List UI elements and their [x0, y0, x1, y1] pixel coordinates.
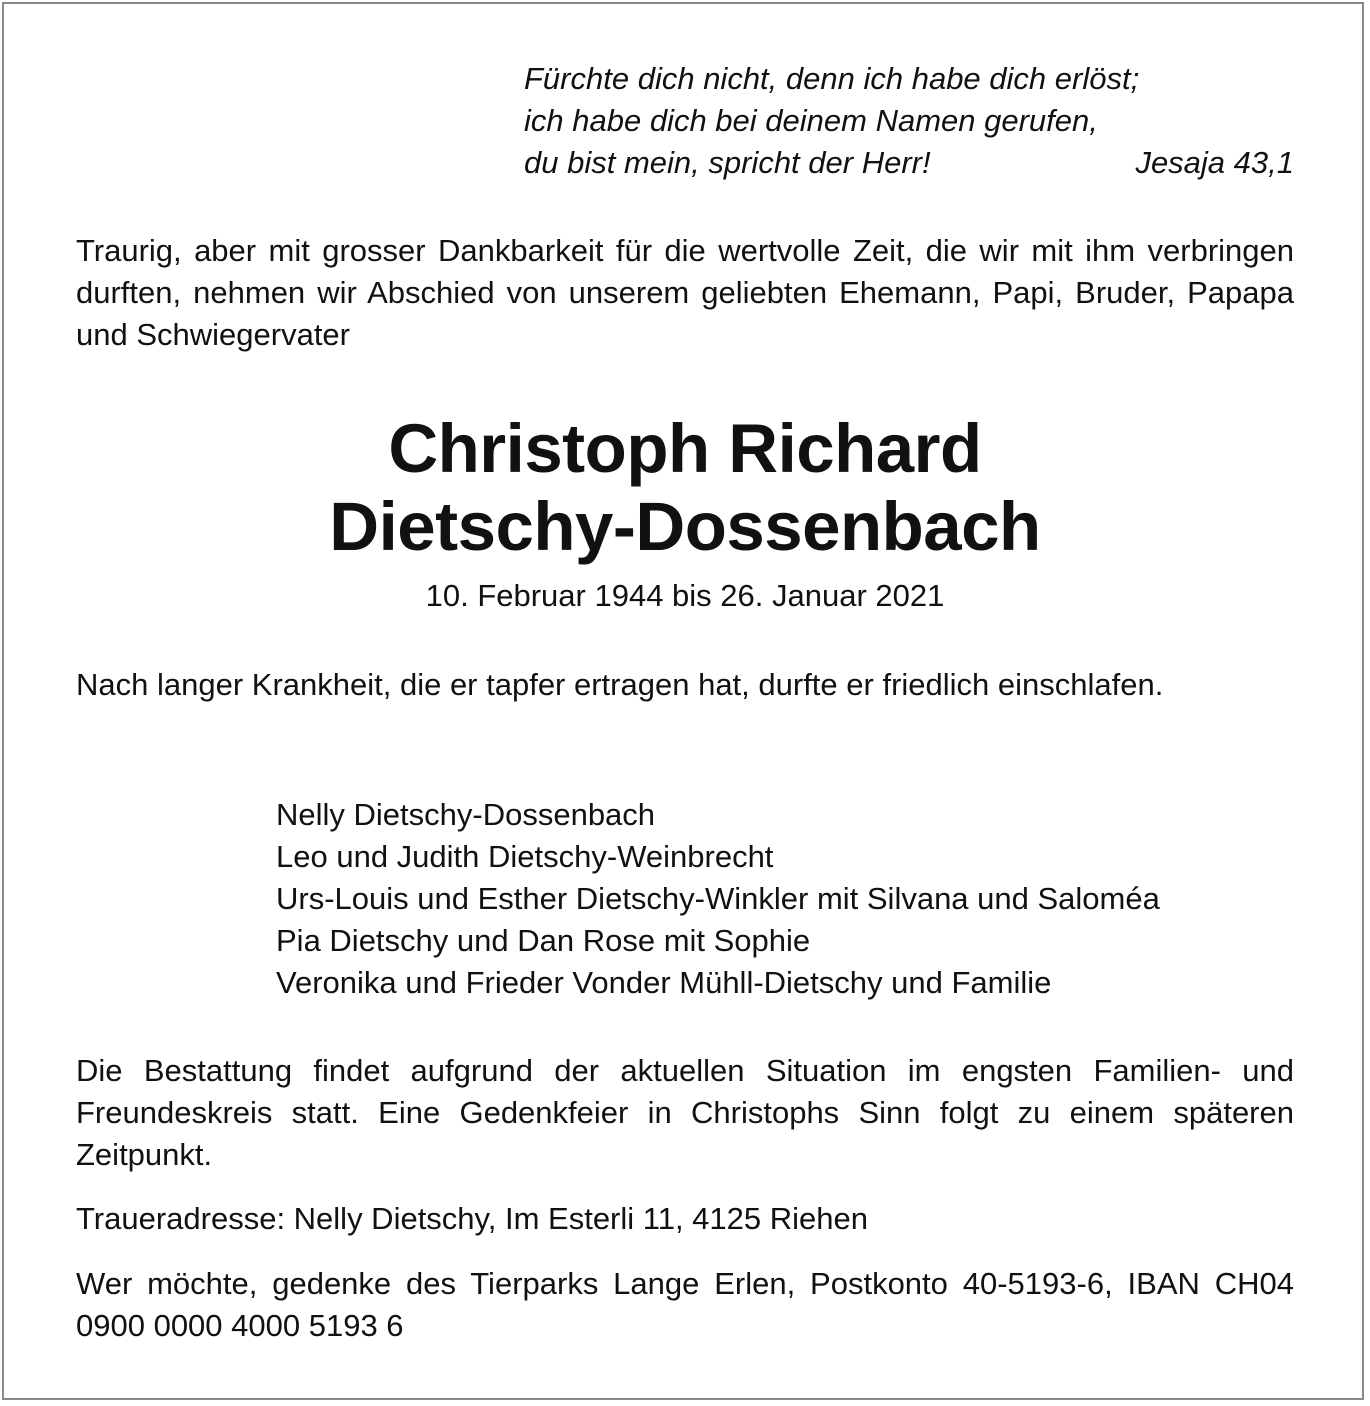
family-member: Veronika und Frieder Vonder Mühll-Dietschy und Familie [276, 965, 1052, 1000]
family-member: Nelly Dietschy-Dossenbach [276, 797, 656, 832]
verse-line-3 [524, 142, 1294, 184]
verse-line-3-text: du bist mein, spricht der Herr! [524, 145, 931, 180]
illness-paragraph: Nach langer Krankheit, die er tapfer ertragen hat, durfte er friedlich einschlafen. [76, 667, 1164, 702]
deceased-surname: Dietschy-Dossenbach [329, 488, 1041, 565]
family-member: Leo und Judith Dietschy-Weinbrecht [276, 839, 774, 874]
deceased-name [0, 410, 1370, 566]
bible-verse [524, 58, 1294, 184]
family-list [276, 794, 1160, 1004]
life-dates: 10. Februar 1944 bis 26. Januar 2021 [425, 578, 945, 613]
donation-paragraph: Wer möchte, gedenke des Tierparks Lange Erlen, Postkonto 40-5193-6, IBAN CH04 0900 0000 4000 5193 6 [76, 1266, 1294, 1343]
family-member: Pia Dietschy und Dan Rose mit Sophie [276, 923, 811, 958]
funeral-paragraph: Die Bestattung findet aufgrund der aktuellen Situation im engsten Familien- und Freundeskreis statt. Eine Gedenkfeier in Christophs Sinn folgt zu einem späteren Zeitpunkt. [76, 1053, 1294, 1172]
verse-line-2: ich habe dich bei deinem Namen gerufen, [524, 103, 1098, 138]
deceased-first-names: Christoph Richard [388, 410, 982, 487]
family-member: Urs-Louis und Esther Dietschy-Winkler mit Silvana und Saloméa [276, 881, 1160, 916]
intro-paragraph: Traurig, aber mit grosser Dankbarkeit für die wertvolle Zeit, die wir mit ihm verbringen durften, nehmen wir Abschied von unserem geliebten Ehemann, Papi, Bruder, Papapa und Schwiegervater [76, 233, 1294, 352]
verse-line-1: Fürchte dich nicht, denn ich habe dich erlöst; [524, 61, 1140, 96]
verse-reference: Jesaja 43,1 [1135, 145, 1294, 180]
mourning-address: Traueradresse: Nelly Dietschy, Im Esterli 11, 4125 Riehen [76, 1201, 868, 1236]
